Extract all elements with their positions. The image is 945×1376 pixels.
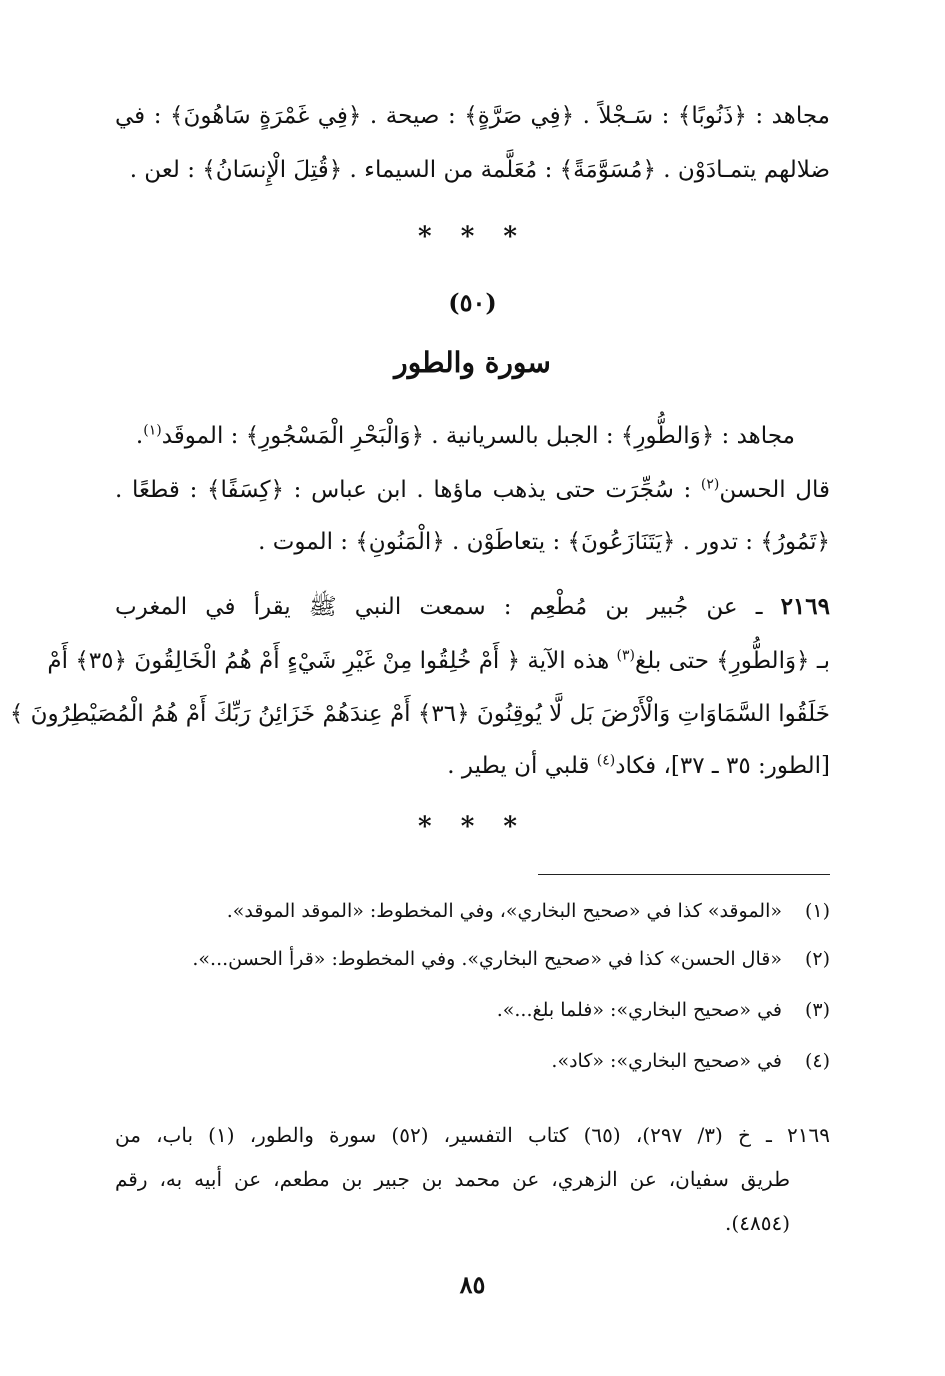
footnote-ref-3[interactable]: (٣): [616, 647, 636, 664]
takhrij-line-1: [115, 1118, 830, 1152]
hadith-number: ٢١٦٩: [780, 593, 830, 620]
surah-number: (٥٠): [448, 288, 497, 317]
footnote-1-text: «الموقد» كذا في «صحيح البخاري»، وفي المخطوط: «الموقد الموقد».: [226, 900, 782, 922]
footnote-ref-4[interactable]: (٤): [596, 752, 616, 769]
footnote-4-text: في «صحيح البخاري»: «كاد».: [551, 1050, 782, 1072]
footnote-2-text: «قال الحسن» كذا في «صحيح البخاري». وفي المخطوط: «قرأ الحسن...».: [192, 948, 782, 970]
hadith-line-3: [9, 694, 830, 734]
footnote-3: [115, 995, 830, 1025]
footnote-1-number: (١): [804, 900, 830, 922]
mujahid-line-2-b: : سُجِّرَت حتى يذهب ماؤها . ابن عباس : ﴿كِسَفًا﴾ : قطعًا .: [115, 477, 692, 503]
footnote-ref-2[interactable]: (٢): [700, 476, 720, 493]
mujahid-line-3-text: ﴿تَمُورُ﴾ : تدور . ﴿يَتَنَازَعُونَ﴾ : يتعاطَوْن . ﴿الْمَنُونِ﴾ : الموت .: [258, 529, 830, 555]
page-number: ٨٥: [459, 1270, 486, 1299]
surah-title: سورة والطور: [394, 346, 551, 379]
top-text-line-2-text: ضلالهم يتمـادَوْن . ﴿مُسَوَّمَةً﴾ : مُعَلَّمة من السيماء . ﴿قُتِلَ الْإِنسَانُ﴾ : لعن .: [129, 157, 830, 183]
mujahid-line-2-a: قال الحسن: [719, 477, 831, 503]
hadith-line-4: [115, 746, 830, 786]
mujahid-line-2: [115, 470, 830, 510]
footnote-2: [115, 944, 830, 974]
takhrij-line-2: [115, 1162, 790, 1196]
hadith-line-1: [115, 587, 830, 627]
top-text-line-2: [115, 150, 830, 190]
mujahid-line-1: [115, 416, 795, 456]
footnote-4-number: (٤): [804, 1050, 830, 1072]
mujahid-line-3: [115, 522, 830, 562]
takhrij-line-3-text: (٤٨٥٤).: [725, 1211, 790, 1235]
section-separator-1: * * *: [418, 222, 527, 252]
takhrij-line-3: [115, 1206, 790, 1240]
footnote-2-number: (٢): [804, 948, 830, 970]
hadith-line-4-a: [الطور: ٣٥ ـ ٣٧]، فكاد: [615, 753, 830, 779]
footnote-divider: [538, 874, 830, 875]
footnote-3-text: في «صحيح البخاري»: «فلما بلغ...».: [496, 999, 782, 1021]
top-text-line-1: [115, 96, 830, 136]
quran-verse-35: هذه الآية ﴿ أَمْ خُلِقُوا مِنْ غَيْرِ شَيْءٍ أَمْ هُمُ الْخَالِقُونَ ﴿٣٥﴾ أَمْ: [47, 648, 610, 674]
takhrij-line-1-text: ٢١٦٩ ـ خ (٣/ ٢٩٧)، (٦٥) كتاب التفسير، (٥٢) سورة والطور، (١) باب، من: [115, 1123, 830, 1147]
hadith-line-2-a: بـ ﴿وَالطُّورِ﴾ حتى بلغ: [635, 648, 830, 674]
section-separator-2: * * *: [418, 812, 527, 842]
footnote-ref-1[interactable]: (١): [143, 422, 162, 439]
mujahid-line-1-end: .: [135, 423, 144, 449]
footnote-4: [115, 1046, 830, 1076]
hadith-line-1-text: ـ عن جُبير بن مُطْعِم : سمعت النبي ﷺ يقرأ في المغرب: [115, 594, 763, 620]
quran-verses-36-37: خَلَقُوا السَّمَاوَاتِ وَالْأَرْضَ بَل لَّا يُوقِنُونَ ﴿٣٦﴾ أَمْ عِندَهُمْ خَزَائِنُ رَبِّكَ أَمْ هُمُ الْمُصَيْطِرُونَ ﴾: [9, 701, 830, 727]
footnote-1: [115, 896, 830, 926]
mujahid-line-1-text: مجاهد : ﴿وَالطُّورِ﴾ : الجبل بالسريانية . ﴿وَالْبَحْرِ الْمَسْجُورِ﴾ : الموقَد: [161, 423, 795, 449]
top-text-line-1-text: مجاهد : ﴿ذَنُوبًا﴾ : سَـجْلاً . ﴿فِي صَرَّةٍ﴾ : صيحة . ﴿فِي غَمْرَةٍ سَاهُونَ﴾ : في: [115, 103, 830, 129]
hadith-line-2: [47, 641, 830, 681]
takhrij-line-2-text: طريق سفيان، عن الزهري، عن محمد بن جبير بن مطعم، عن أبيه به، رقم: [115, 1167, 790, 1191]
hadith-line-4-b: قلبي أن يطير .: [447, 753, 590, 779]
footnote-3-number: (٣): [804, 999, 830, 1021]
